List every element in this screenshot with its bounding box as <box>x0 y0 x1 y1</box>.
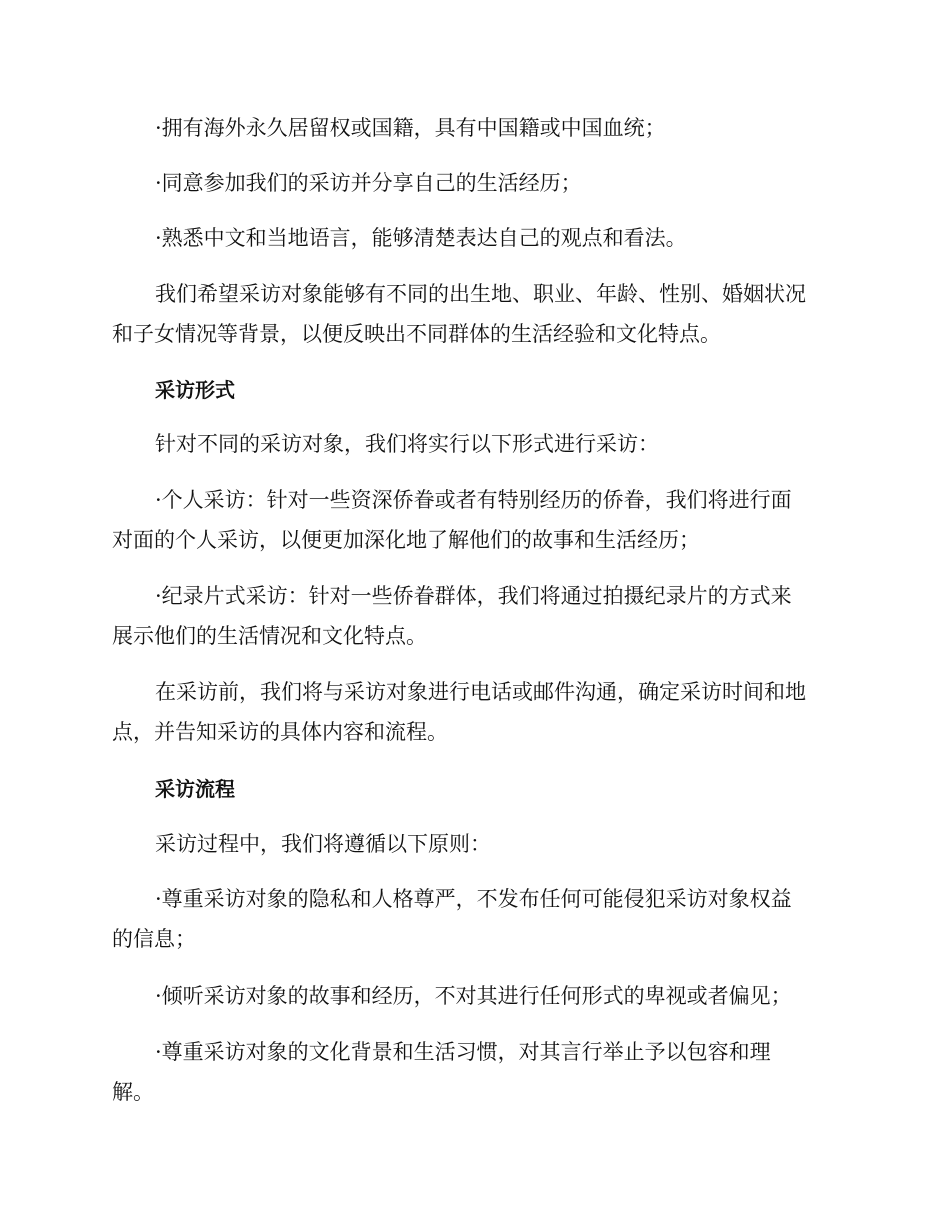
bullet-item: ·熟悉中文和当地语言，能够清楚表达自己的观点和看法。 <box>155 226 687 250</box>
section-heading: 采访形式 <box>155 378 235 402</box>
bullet-continuation: 的信息； <box>112 927 196 951</box>
bullet-continuation: 展示他们的生活情况和文化特点。 <box>112 624 427 648</box>
paragraph-line: 针对不同的采访对象，我们将实行以下形式进行采访： <box>155 432 659 456</box>
bullet-item: ·尊重采访对象的隐私和人格尊严，不发布任何可能侵犯采访对象权益 <box>155 887 792 911</box>
paragraph-line: 在采访前，我们将与采访对象进行电话或邮件沟通，确定采访时间和地 <box>155 680 806 704</box>
paragraph-line: 采访过程中，我们将遵循以下原则： <box>155 832 491 856</box>
bullet-continuation: 对面的个人采访，以便更加深化地了解他们的故事和生活经历； <box>112 528 700 552</box>
bullet-item: ·同意参加我们的采访并分享自己的生活经历； <box>155 171 582 195</box>
bullet-continuation: 解。 <box>112 1080 154 1104</box>
paragraph-line: 点，并告知采访的具体内容和流程。 <box>112 720 448 744</box>
bullet-item: ·纪录片式采访：针对一些侨眷群体，我们将通过拍摄纪录片的方式来 <box>155 584 792 608</box>
bullet-item: ·个人采访：针对一些资深侨眷或者有特别经历的侨眷，我们将进行面 <box>155 488 792 512</box>
section-heading: 采访流程 <box>155 777 235 801</box>
bullet-item: ·尊重采访对象的文化背景和生活习惯，对其言行举止予以包容和理 <box>155 1040 771 1064</box>
paragraph-line: 和子女情况等背景，以便反映出不同群体的生活经验和文化特点。 <box>112 322 721 346</box>
paragraph-line: 我们希望采访对象能够有不同的出生地、职业、年龄、性别、婚姻状况 <box>155 282 806 306</box>
bullet-item: ·拥有海外永久居留权或国籍，具有中国籍或中国血统； <box>155 116 666 140</box>
bullet-item: ·倾听采访对象的故事和经历，不对其进行任何形式的卑视或者偏见； <box>155 984 792 1008</box>
